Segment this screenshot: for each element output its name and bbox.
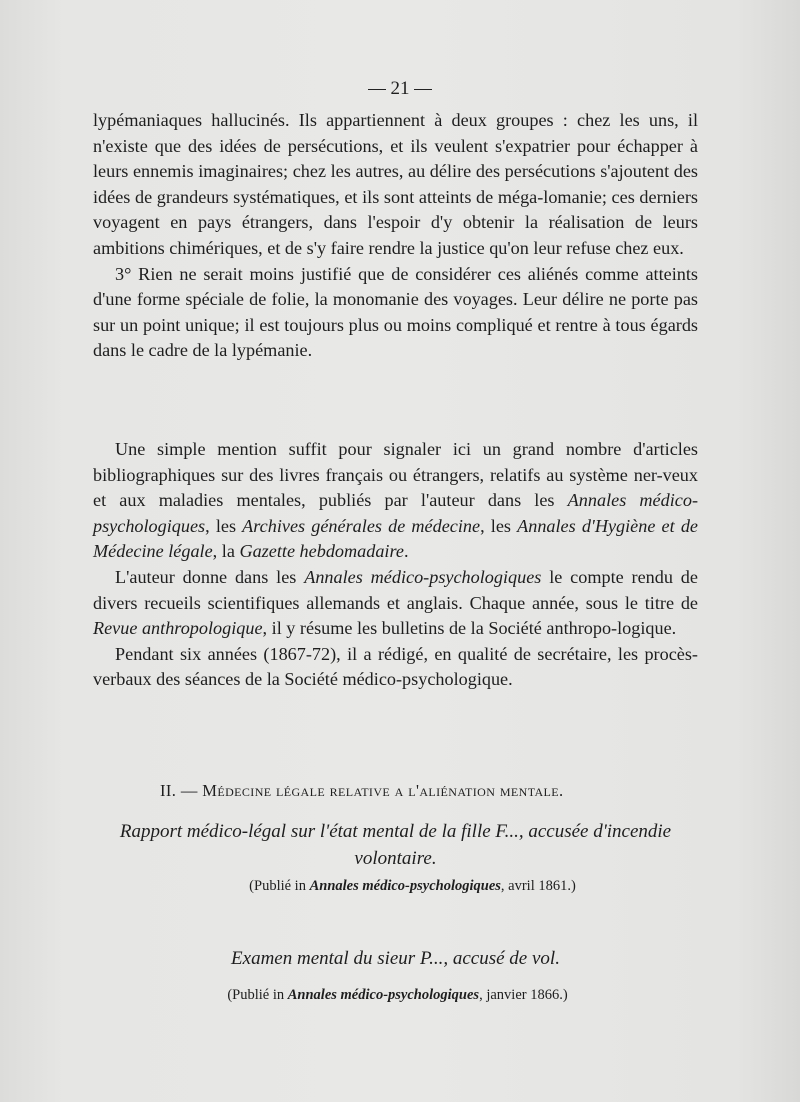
journal-title: Annales médico-psychologiques [304, 566, 542, 587]
paragraph: L'auteur donne dans les Annales médico-psychologiques le compte rendu de divers recueils scientifiques allemands et anglais. Chaque année, sous le titre de Revue anthropologique, il y résume les bulletins de la Société anthropo-logique. [93, 566, 698, 639]
bibliography-note-block [93, 437, 698, 693]
dash-left [368, 89, 386, 90]
paragraph: Une simple mention suffit pour signaler ici un grand nombre d'articles bibliographiques sur des livres français ou étrangers, relatifs au système ner-veux et aux maladies mentales, publiés par l'auteur dans les Annales médico-psychologiques, les Archives générales de médecine, les Annales d'Hygiène et de Médecine légale, la Gazette hebdomadaire. [93, 439, 698, 562]
entry-source: (Publié in Annales médico-psychologiques, avril 1861.) [249, 878, 576, 894]
paragraph: lypémaniaques hallucinés. Ils appartiennent à deux groupes : chez les uns, il n'existe que des idées de persécutions, et ils veulent s'expatrier pour échapper à leurs ennemis imaginaires; chez les autres, au délire des persécutions s'ajoutent des idées de grandeurs systématiques, et ils sont atteints de méga-lomanie; ces derniers voyagent en pays étrangers, dans l'espoir d'y obtenir la réalisation de leurs ambitions chimériques, et de s'y faire rendre la justice qu'on leur refuse chez eux. [93, 110, 698, 258]
section-heading [160, 781, 680, 801]
journal-title: Revue anthropologique [93, 618, 263, 639]
entry-title: Examen mental du sieur P..., accusé de vol. [231, 948, 560, 969]
journal-title: Gazette hebdomadaire [239, 541, 404, 562]
journal-title: Annales d'Hygiène et de Médecine légale [93, 515, 698, 562]
journal-title: Annales médico-psychologiques [287, 987, 480, 1003]
entry-title: Rapport médico-légal sur l'état mental de la fille F..., accusée d'incendie volontaire. [119, 821, 672, 869]
continuation-block [93, 108, 698, 364]
paragraph: Pendant six années (1867-72), il a rédigé, en qualité de secrétaire, les procès-verbaux des séances de la Société médico-psychologique. [93, 643, 698, 690]
section-dash: — [180, 781, 203, 800]
journal-title: Annales médico-psychologiques [93, 490, 698, 536]
journal-title: Annales médico-psychologiques [309, 878, 501, 894]
page-number [0, 78, 800, 100]
entry-source: (Publié in Annales médico-psychologiques, janvier 1866.) [227, 987, 568, 1003]
section-title: Médecine légale relative a l'aliénation mentale. [202, 781, 564, 800]
page-number-value: 21 [390, 78, 410, 99]
dash-right [414, 89, 432, 90]
section-numeral: II. [160, 781, 177, 800]
paragraph: 3° Rien ne serait moins justifié que de considérer ces aliénés comme atteints d'une forme spéciale de folie, la monomanie des voyages. Leur délire ne porte pas sur un point unique; il est toujours plus ou moins compliqué et rentre à tous égards dans le cadre de la lypémanie. [93, 263, 698, 361]
journal-title: Archives générales de médecine [242, 515, 481, 536]
